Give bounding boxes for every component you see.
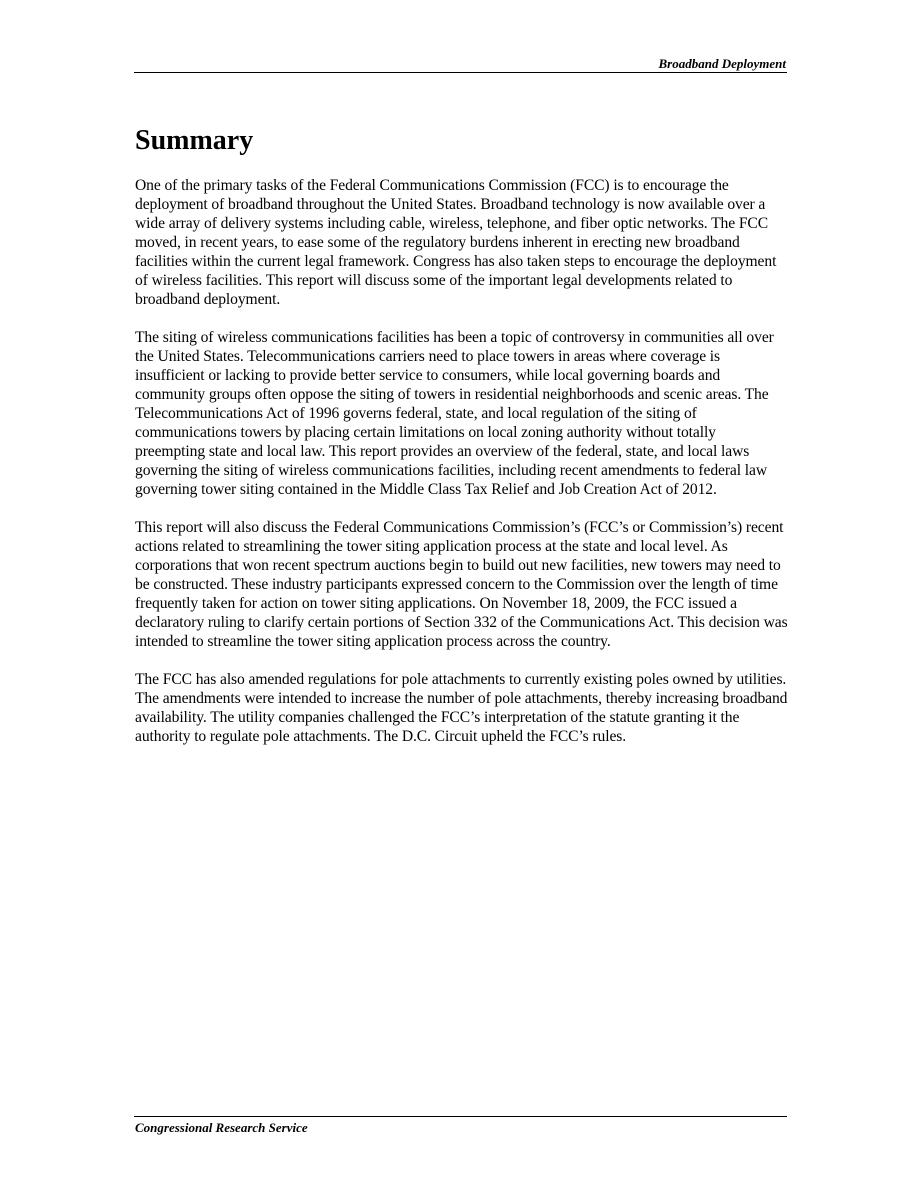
running-header-title: Broadband Deployment [658, 56, 786, 71]
footer-divider [134, 1116, 787, 1117]
paragraph-wireless-siting: The siting of wireless communications facilities has been a topic of controversy in communities all over the United States. Telecommunications carriers need to place towers in areas where coverage is insufficient or lacking to provide better service to consumers, while local governing boards and community groups often oppose the siting of towers in residential neighborhoods and scenic areas. The Telecommunications Act of 1996 governs federal, state, and local regulation of the siting of communications towers by placing certain limitations on local zoning authority without totally preempting state and local law. This report provides an overview of the federal, state, and local laws governing the siting of wireless communications facilities, including recent amendments to federal law governing tower siting contained in the Middle Class Tax Relief and Job Creation Act of 2012. [135, 329, 774, 498]
paragraph-pole-attachments: The FCC has also amended regulations for pole attachments to currently existing poles owned by utilities. The amendments were intended to increase the number of pole attachments, thereby increasing broadband availability. The utility companies challenged the FCC’s interpretation of the statute granting it the authority to regulate pole attachments. The D.C. Circuit upheld the FCC’s rules. [135, 671, 788, 745]
paragraph-broadband-deployment: One of the primary tasks of the Federal Communications Commission (FCC) is to encourage the deployment of broadband throughout the United States. Broadband technology is now available over a wide array of delivery systems including cable, wireless, telephone, and fiber optic networks. The FCC moved, in recent years, to ease some of the regulatory burdens inherent in erecting new broadband facilities within the current legal framework. Congress has also taken steps to encourage the deployment of wireless facilities. This report will discuss some of the important legal developments related to broadband deployment. [135, 177, 777, 308]
paragraph-fcc-streamlining: This report will also discuss the Federal Communications Commission’s (FCC’s or Commission’s) recent actions related to streamlining the tower siting application process at the state and local level. As corporations that won recent spectrum auctions begin to build out new facilities, new towers may need to be constructed. These industry participants expressed concern to the Commission over the length of time frequently taken for action on tower siting applications. On November 18, 2009, the FCC issued a declaratory ruling to clarify certain portions of Section 332 of the Communications Act. This decision was intended to streamline the tower siting application process across the country. [135, 519, 788, 650]
footer-source: Congressional Research Service [135, 1120, 308, 1135]
summary-body [135, 176, 788, 765]
page-title: Summary [135, 125, 254, 156]
header-divider [134, 72, 787, 73]
